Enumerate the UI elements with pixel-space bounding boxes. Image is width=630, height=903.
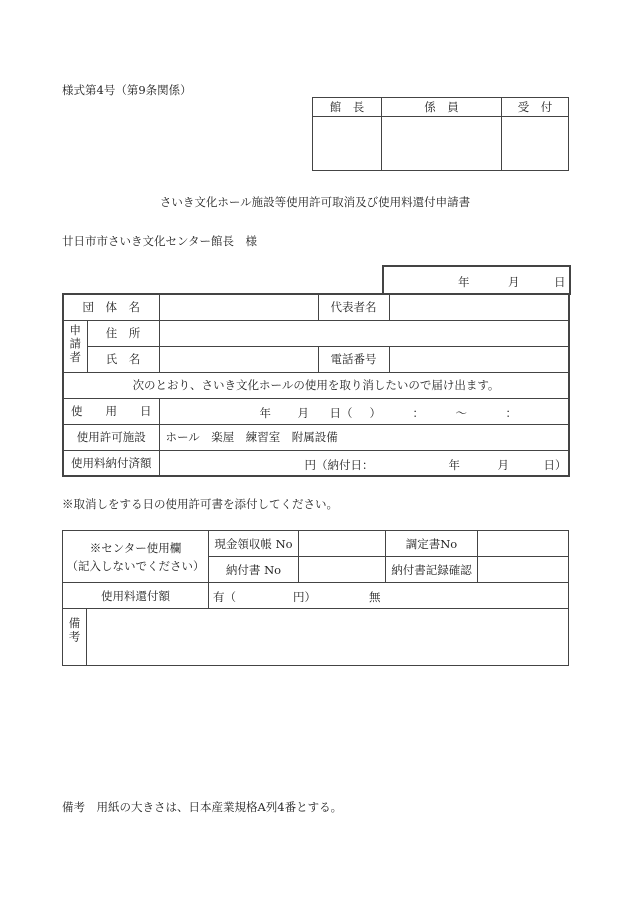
paid-amount-label: 使用料納付済額 xyxy=(63,450,159,476)
stamp-header-director: 館 長 xyxy=(313,98,382,117)
addressee: 廿日市市さいき文化センター館長 様 xyxy=(62,234,258,248)
group-name-label: 団 体 名 xyxy=(63,294,159,320)
refund-amount-field[interactable] xyxy=(209,583,569,609)
center-use-table xyxy=(62,530,569,666)
refund-no: 無 xyxy=(369,590,381,604)
use-date-label: 使 用 日 xyxy=(63,398,159,424)
address-label: 住 所 xyxy=(87,320,159,346)
use-date-year: 年 xyxy=(259,405,271,420)
stamp-cell-reception[interactable] xyxy=(502,117,569,171)
paid-amount-yen: 円（納付日： xyxy=(304,457,374,472)
address-field[interactable] xyxy=(159,320,569,346)
use-date-month: 月 xyxy=(297,405,309,420)
phone-label: 電話番号 xyxy=(318,346,389,372)
document-title: さいき文化ホール施設等使用許可取消及び使用料還付申請書 xyxy=(159,195,471,209)
attachment-note: ※取消しをする日の使用許可書を添付してください。 xyxy=(62,497,338,511)
facility-options[interactable]: ホール 楽屋 練習室 附属設備 xyxy=(159,424,569,450)
payment-record-field[interactable] xyxy=(478,557,569,583)
center-use-label xyxy=(63,531,209,583)
date-day: 日 xyxy=(554,275,566,289)
paid-date-year: 年 xyxy=(448,457,460,472)
representative-field[interactable] xyxy=(389,294,569,320)
refund-yes: 有（ xyxy=(213,590,236,604)
group-name-field[interactable] xyxy=(159,294,318,320)
cash-receipt-label: 現金領収帳 No xyxy=(209,531,299,557)
paid-date-month: 月 xyxy=(497,457,509,472)
assessment-label: 調定書No xyxy=(386,531,478,557)
payment-record-label: 納付書記録確認 xyxy=(386,557,478,583)
use-date-close-paren: ） xyxy=(369,405,381,420)
facility-label: 使用許可施設 xyxy=(63,424,159,450)
paid-date-day: 日） xyxy=(543,457,567,472)
approval-stamp-table xyxy=(312,97,569,171)
use-date-end-colon: ： xyxy=(505,405,517,420)
applicant-label: 申請者 xyxy=(63,320,87,372)
refund-yen: 円） xyxy=(293,590,316,604)
refund-amount-label: 使用料還付額 xyxy=(63,583,209,609)
phone-field[interactable] xyxy=(389,346,569,372)
assessment-field[interactable] xyxy=(478,531,569,557)
date-month: 月 xyxy=(508,275,520,289)
name-label: 氏 名 xyxy=(87,346,159,372)
center-use-title: ※センター使用欄 xyxy=(89,540,182,555)
center-use-subtitle: （記入しないでください） xyxy=(66,558,205,573)
stamp-cell-staff[interactable] xyxy=(382,117,502,171)
date-year: 年 xyxy=(458,275,470,289)
stamp-header-reception: 受 付 xyxy=(502,98,569,117)
payment-slip-field[interactable] xyxy=(299,557,386,583)
representative-label: 代表者名 xyxy=(318,294,389,320)
name-field[interactable] xyxy=(159,346,318,372)
payment-slip-label: 納付書 No xyxy=(209,557,299,583)
use-date-tilde: ～ xyxy=(455,405,467,420)
stamp-cell-director[interactable] xyxy=(313,117,382,171)
application-table xyxy=(62,293,570,477)
cash-receipt-field[interactable] xyxy=(299,531,386,557)
date-box[interactable] xyxy=(382,265,571,295)
form-number: 様式第4号（第9条関係） xyxy=(62,83,192,97)
notice-text: 次のとおり、さいき文化ホールの使用を取り消したいので届け出ます。 xyxy=(63,372,569,398)
remarks-field[interactable] xyxy=(87,609,569,666)
use-date-day: 日（ xyxy=(329,405,353,420)
use-date-field[interactable] xyxy=(159,398,569,424)
stamp-header-staff: 係 員 xyxy=(382,98,502,117)
remarks-label: 備考 xyxy=(63,609,87,666)
footer-note: 備考 用紙の大きさは、日本産業規格A列4番とする。 xyxy=(62,800,343,814)
paid-amount-field[interactable] xyxy=(159,450,569,476)
use-date-start-colon: ： xyxy=(412,405,424,420)
